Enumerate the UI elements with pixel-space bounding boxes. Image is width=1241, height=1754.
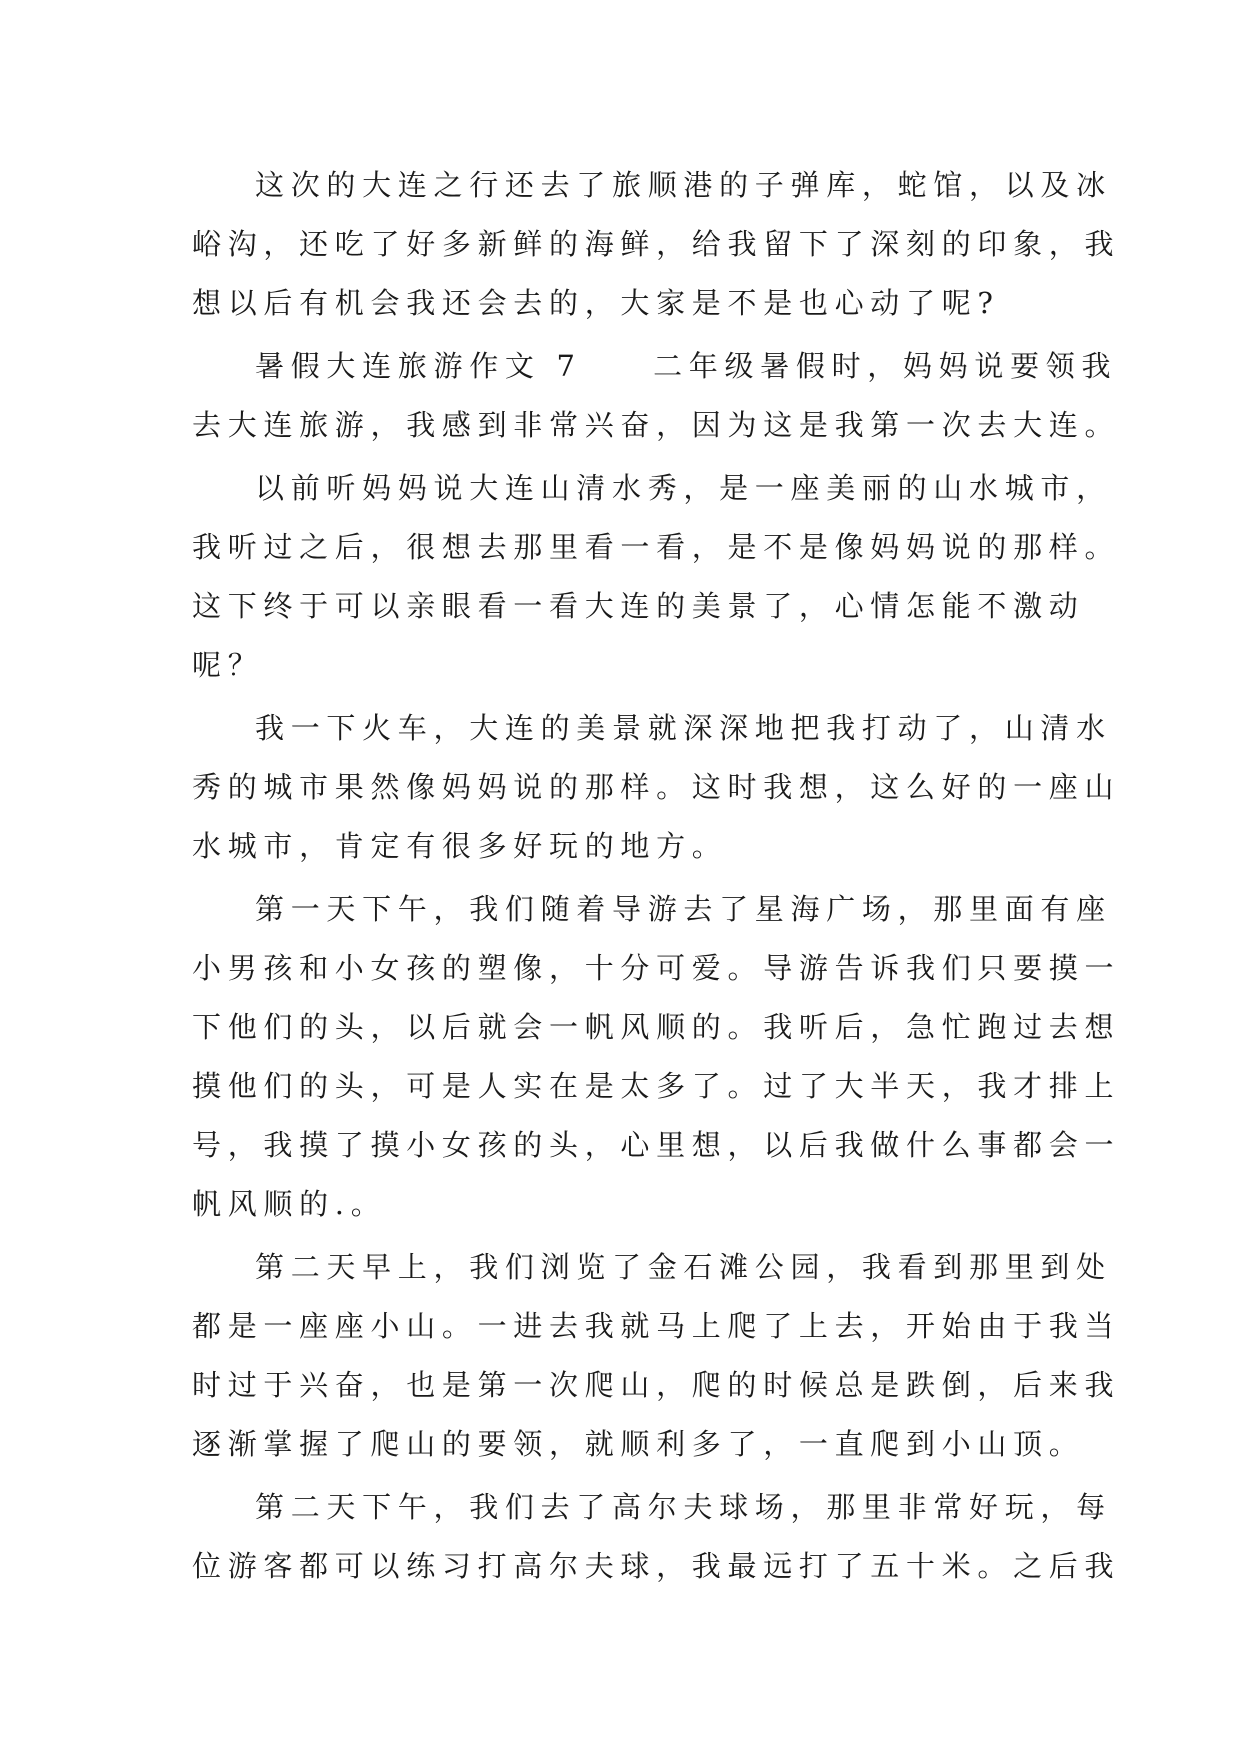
text-line: 下他们的头，以后就会一帆风顺的。我听后，急忙跑过去想 <box>192 1010 1121 1044</box>
text-line: 位游客都可以练习打高尔夫球，我最远打了五十米。之后我 <box>192 1549 1121 1583</box>
text-line: 逐渐掌握了爬山的要领，就顺利多了，一直爬到小山顶。 <box>192 1427 1085 1461</box>
text-line: 秀的城市果然像妈妈说的那样。这时我想，这么好的一座山 <box>192 770 1121 804</box>
text-line: 峪沟，还吃了好多新鲜的海鲜，给我留下了深刻的印象，我 <box>192 227 1121 261</box>
text-line: 我一下火车，大连的美景就深深地把我打动了，山清水 <box>255 711 1112 745</box>
paragraph <box>192 337 1121 455</box>
paragraph <box>192 459 1121 695</box>
text-line: 暑假大连旅游作文 7 二年级暑假时，妈妈说要领我 <box>255 349 1118 383</box>
text-line: 号，我摸了摸小女孩的头，心里想，以后我做什么事都会一 <box>192 1128 1121 1162</box>
text-line: 第一天下午，我们随着导游去了星海广场，那里面有座 <box>255 892 1112 926</box>
text-line: 去大连旅游，我感到非常兴奋，因为这是我第一次去大连。 <box>192 408 1121 442</box>
paragraph <box>192 880 1121 1234</box>
text-line: 水城市，肯定有很多好玩的地方。 <box>192 829 728 863</box>
text-line: 时过于兴奋，也是第一次爬山，爬的时候总是跌倒，后来我 <box>192 1368 1121 1402</box>
text-line: 这次的大连之行还去了旅顺港的子弹库，蛇馆，以及冰 <box>255 168 1112 202</box>
text-line: 想以后有机会我还会去的，大家是不是也心动了呢? <box>192 286 1000 320</box>
paragraph <box>192 699 1121 876</box>
text-line: 小男孩和小女孩的塑像，十分可爱。导游告诉我们只要摸一 <box>192 951 1121 985</box>
essay-body <box>192 156 1121 1596</box>
paragraph <box>192 1478 1121 1596</box>
text-line: 以前听妈妈说大连山清水秀，是一座美丽的山水城市， <box>255 471 1112 505</box>
paragraph <box>192 1238 1121 1474</box>
text-line: 摸他们的头，可是人实在是太多了。过了大半天，我才排上 <box>192 1069 1121 1103</box>
text-line: 第二天下午，我们去了高尔夫球场，那里非常好玩，每 <box>255 1490 1112 1524</box>
text-line: 都是一座座小山。一进去我就马上爬了上去，开始由于我当 <box>192 1309 1121 1343</box>
text-line: 帆风顺的.。 <box>192 1187 387 1221</box>
text-line: 第二天早上，我们浏览了金石滩公园，我看到那里到处 <box>255 1250 1112 1284</box>
text-line: 呢？ <box>192 648 264 682</box>
text-line: 这下终于可以亲眼看一看大连的美景了，心情怎能不激动 <box>192 589 1085 623</box>
paragraph <box>192 156 1121 333</box>
text-line: 我听过之后，很想去那里看一看，是不是像妈妈说的那样。 <box>192 530 1121 564</box>
